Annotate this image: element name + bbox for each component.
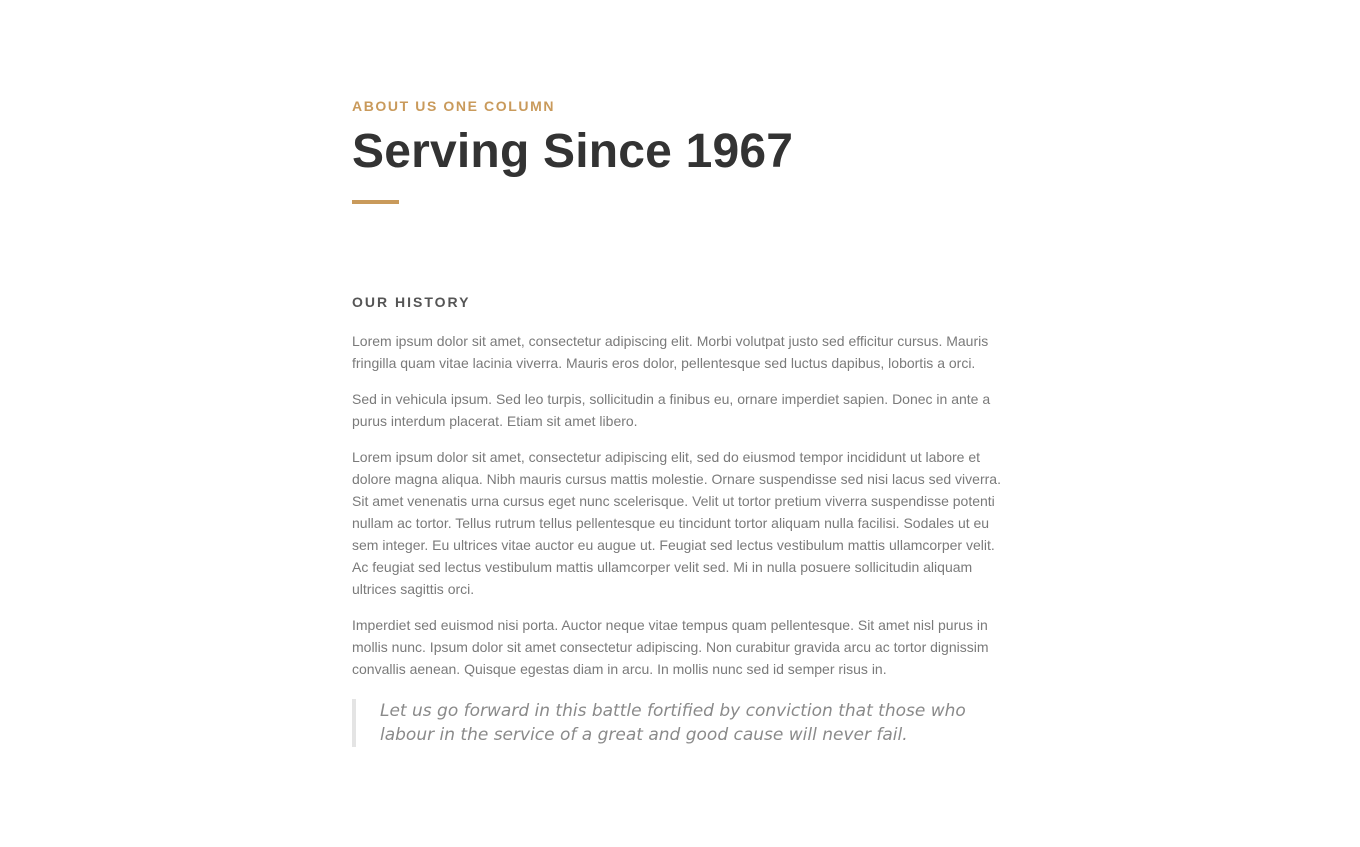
- title-divider: [352, 200, 399, 204]
- history-paragraph-3: Lorem ipsum dolor sit amet, consectetur adipiscing elit, sed do eiusmod tempor incididunt ut labore et dolore magna aliqua. Nibh mauris cursus mattis molestie. Ornare suspendisse sed nisi lacus sed viverra. Sit amet venenatis urna cursus eget nunc scelerisque. Velit ut tortor pretium viverra suspendisse potenti nullam ac tortor. Tellus rutrum tellus pellentesque eu tincidunt tortor aliquam nulla facilisi. Sodales ut eu sem integer. Eu ultrices vitae auctor eu augue ut. Feugiat sed lectus vestibulum mattis ullamcorper velit. Ac feugiat sed lectus vestibulum mattis ullamcorper velit sed. Mi in nulla posuere sollicitudin aliquam ultrices sagittis orci.: [352, 449, 1001, 597]
- history-body: [352, 330, 1012, 694]
- page-title: Serving Since 1967: [352, 125, 794, 178]
- history-paragraph-1: Lorem ipsum dolor sit amet, consectetur adipiscing elit. Morbi volutpat justo sed efficitur cursus. Mauris fringilla quam vitae lacinia viverra. Mauris eros dolor, pellentesque sed luctus dapibus, lobortis a orci.: [352, 333, 989, 371]
- history-quote: [352, 699, 1012, 747]
- history-paragraph-4: Imperdiet sed euismod nisi porta. Auctor neque vitae tempus quam pellentesque. Sit amet nisl purus in mollis nunc. Ipsum dolor sit amet consectetur adipiscing. Non curabitur gravida arcu ac tortor dignissim convallis aenean. Quisque egestas diam in arcu. In mollis nunc sed id semper risus in.: [352, 617, 989, 677]
- quote-text: Let us go forward in this battle fortified by conviction that those who labour in the service of a great and good cause will never fail.: [380, 701, 966, 745]
- section-eyebrow: ABOUT US ONE COLUMN: [352, 98, 556, 114]
- history-heading: OUR HISTORY: [352, 294, 471, 310]
- history-paragraph-2: Sed in vehicula ipsum. Sed leo turpis, sollicitudin a finibus eu, ornare imperdiet sapien. Donec in ante a purus interdum placerat. Etiam sit amet libero.: [352, 391, 991, 429]
